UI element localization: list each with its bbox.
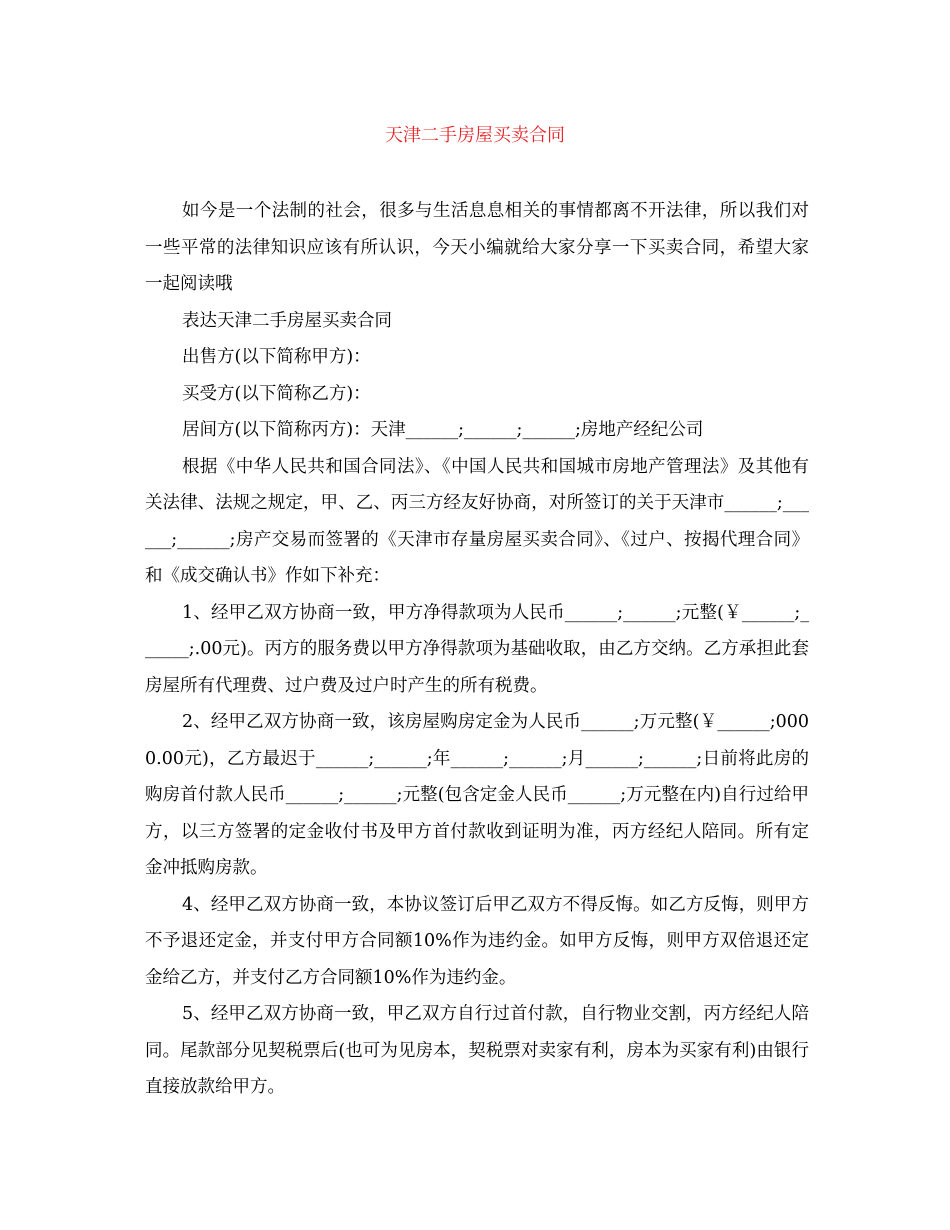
clause-1: 1、经甲乙双方协商一致，甲方净得款项为人民币______;______;元整(￥______;______;.00元)。丙方的服务费以甲方净得款项为基础收取，由乙方交纳。乙方承担此套房屋所有代理费、过户费及过户时产生的所有税费。 [145, 602, 809, 696]
clause-4: 4、经甲乙双方协商一致，本协议签订后甲乙双方不得反悔。如乙方反悔，则甲方不予退还定金，并支付甲方合同额10%作为违约金。如甲方反悔，则甲方双倍退还定金给乙方，并支付乙方合同额10%作为违约金。 [145, 894, 809, 988]
legal-basis-paragraph: 根据《中华人民共和国合同法》、《中国人民共和国城市房地产管理法》及其他有关法律、法规之规定，甲、乙、丙三方经友好协商，对所签订的关于天津市______;______;______;房产交易而签署的《天津市存量房屋买卖合同》、《过户、按揭代理合同》和《成交确认书》作如下补充： [145, 456, 809, 586]
document-title: 天津二手房屋买卖合同 [385, 125, 565, 146]
contract-heading: 表达天津二手房屋买卖合同 [182, 310, 392, 331]
seller-line: 出售方(以下简称甲方)： [182, 347, 371, 367]
buyer-line: 买受方(以下简称乙方)： [182, 383, 371, 404]
clause-2: 2、经甲乙双方协商一致，该房屋购房定金为人民币______;万元整(￥______;0000.00元)，乙方最迟于______;______;年______;______;月______;______;日前将此房的购房首付款人民币______;______;元整(包含定金人民币______;万元整在内)自行过给甲方，以三方签署的定金收付书及甲方首付款收到证明为准，丙方经纪人陪同。所有定金冲抵购房款。 [145, 712, 809, 878]
intro-paragraph: 如今是一个法制的社会，很多与生活息息相关的事情都离不开法律，所以我们对一些平常的法律知识应该有所认识，今天小编就给大家分享一下买卖合同，希望大家一起阅读哦 [145, 201, 809, 294]
document-body [145, 193, 809, 1106]
intermediary-line: 居间方(以下简称丙方)：天津______;______;______;房地产经纪公司 [182, 420, 704, 440]
clause-5: 5、经甲乙双方协商一致，甲乙双方自行过首付款，自行物业交割，丙方经纪人陪同。尾款部分见契税票后(也可为见房本，契税票对卖家有利，房本为买家有利)由银行直接放款给甲方。 [145, 1004, 809, 1097]
